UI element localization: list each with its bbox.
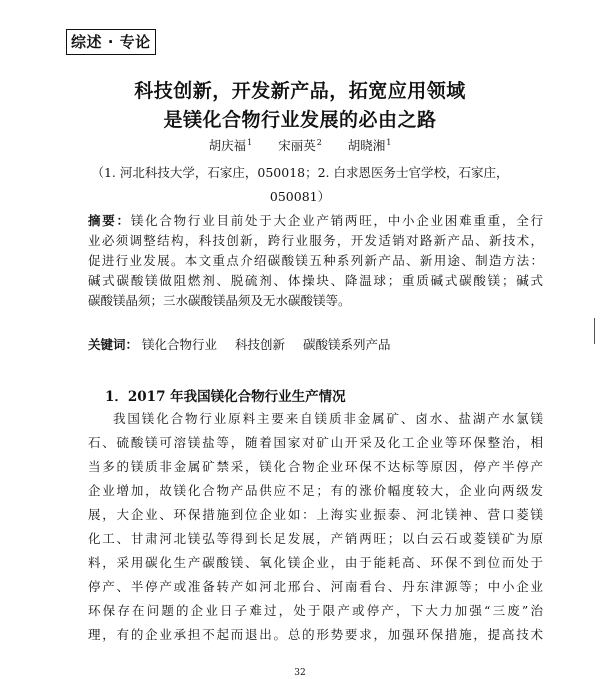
keywords-label: 关键词： xyxy=(88,337,139,352)
body-line: 理，有的企业承担不起而退出。总的形势要求，加强环保措施，提高技术 xyxy=(88,627,543,642)
abstract-line: 摘要：镁化合物行业目前处于大企业产销两旺，中小企业困难重重，全行 xyxy=(88,213,543,228)
body-line: 我国镁化合物行业原料主要来自镁质非金属矿、卤水、盐湖产水氯镁 xyxy=(113,411,543,426)
body-line: 当多的镁质非金属矿禁采，镁化合物企业环保不达标等原因，停产半停产 xyxy=(88,459,543,474)
author-name: 胡晓湘 xyxy=(347,138,386,153)
margin-mark xyxy=(594,318,597,344)
body-line: 石、硫酸镁可溶镁盐等，随着国家对矿山开采及化工企业等环保整治，相 xyxy=(88,435,543,450)
abstract-line: 碱式碳酸镁做阻燃剂、脱硫剂、体操块、降温球；重质碱式碳酸镁；碱式 xyxy=(88,273,543,288)
body-line: 企业增加，故镁化合物产品供应不足；有的涨价幅度较大，企业向两级发 xyxy=(88,483,543,498)
author-list xyxy=(0,136,600,154)
author-affil-mark: 1 xyxy=(247,137,253,147)
body-line: 展，大企业、环保措施到位企业如：上海实业振泰、河北镁神、营口菱镁 xyxy=(88,507,543,522)
keyword-item: 碳酸镁系列产品 xyxy=(303,337,391,352)
affiliation-line-1: （1. 河北科技大学，石家庄，050018；2. 白求恩医务士官学校，石家庄， xyxy=(91,165,509,180)
author-affil-mark: 2 xyxy=(316,137,322,147)
body-line: 化工、甘肃河北镁弘等得到长足发展，产销两旺；以白云石或菱镁矿为原 xyxy=(88,531,543,546)
title-line-1: 科技创新，开发新产品，拓宽应用领域 xyxy=(134,80,466,102)
keywords xyxy=(88,335,405,353)
author-name: 胡庆福 xyxy=(208,138,247,153)
affiliation-line-2: 050081） xyxy=(269,189,331,204)
keyword-item: 科技创新 xyxy=(235,337,286,352)
abstract-label: 摘要： xyxy=(88,213,131,228)
abstract xyxy=(88,211,543,311)
section-heading: 1．2017 年我国镁化合物行业生产情况 xyxy=(105,389,346,405)
section-tag: 综述 · 专论 xyxy=(66,29,156,55)
body-line: 环保存在问题的企业日子难过，处于限产或停产，下大力加强“三废”治 xyxy=(88,603,543,618)
title-line-2: 是镁化合物行业发展的必由之路 xyxy=(163,109,437,131)
keyword-item: 镁化合物行业 xyxy=(142,337,218,352)
abstract-line: 促进行业发展。本文重点介绍碳酸镁五种系列新产品、新用途、制造方法： xyxy=(88,253,543,268)
body-line: 停产、半停产或准备转产如河北邢台、河南看台、丹东津源等；中小企业 xyxy=(88,579,543,594)
author-name: 宋丽英 xyxy=(278,138,316,153)
abstract-line: 业必须调整结构，科技创新，跨行业服务，开发适销对路新产品、新技术， xyxy=(88,233,543,248)
abstract-line: 碳酸镁晶须；三水碳酸镁晶须及无水碳酸镁等。 xyxy=(88,293,351,308)
page-number: 32 xyxy=(294,668,306,678)
author-affil-mark: 1 xyxy=(386,137,392,147)
body-line: 料，采用碳化生产碳酸镁、氧化镁企业，由于能耗高、环保不到位而处于 xyxy=(88,555,543,570)
